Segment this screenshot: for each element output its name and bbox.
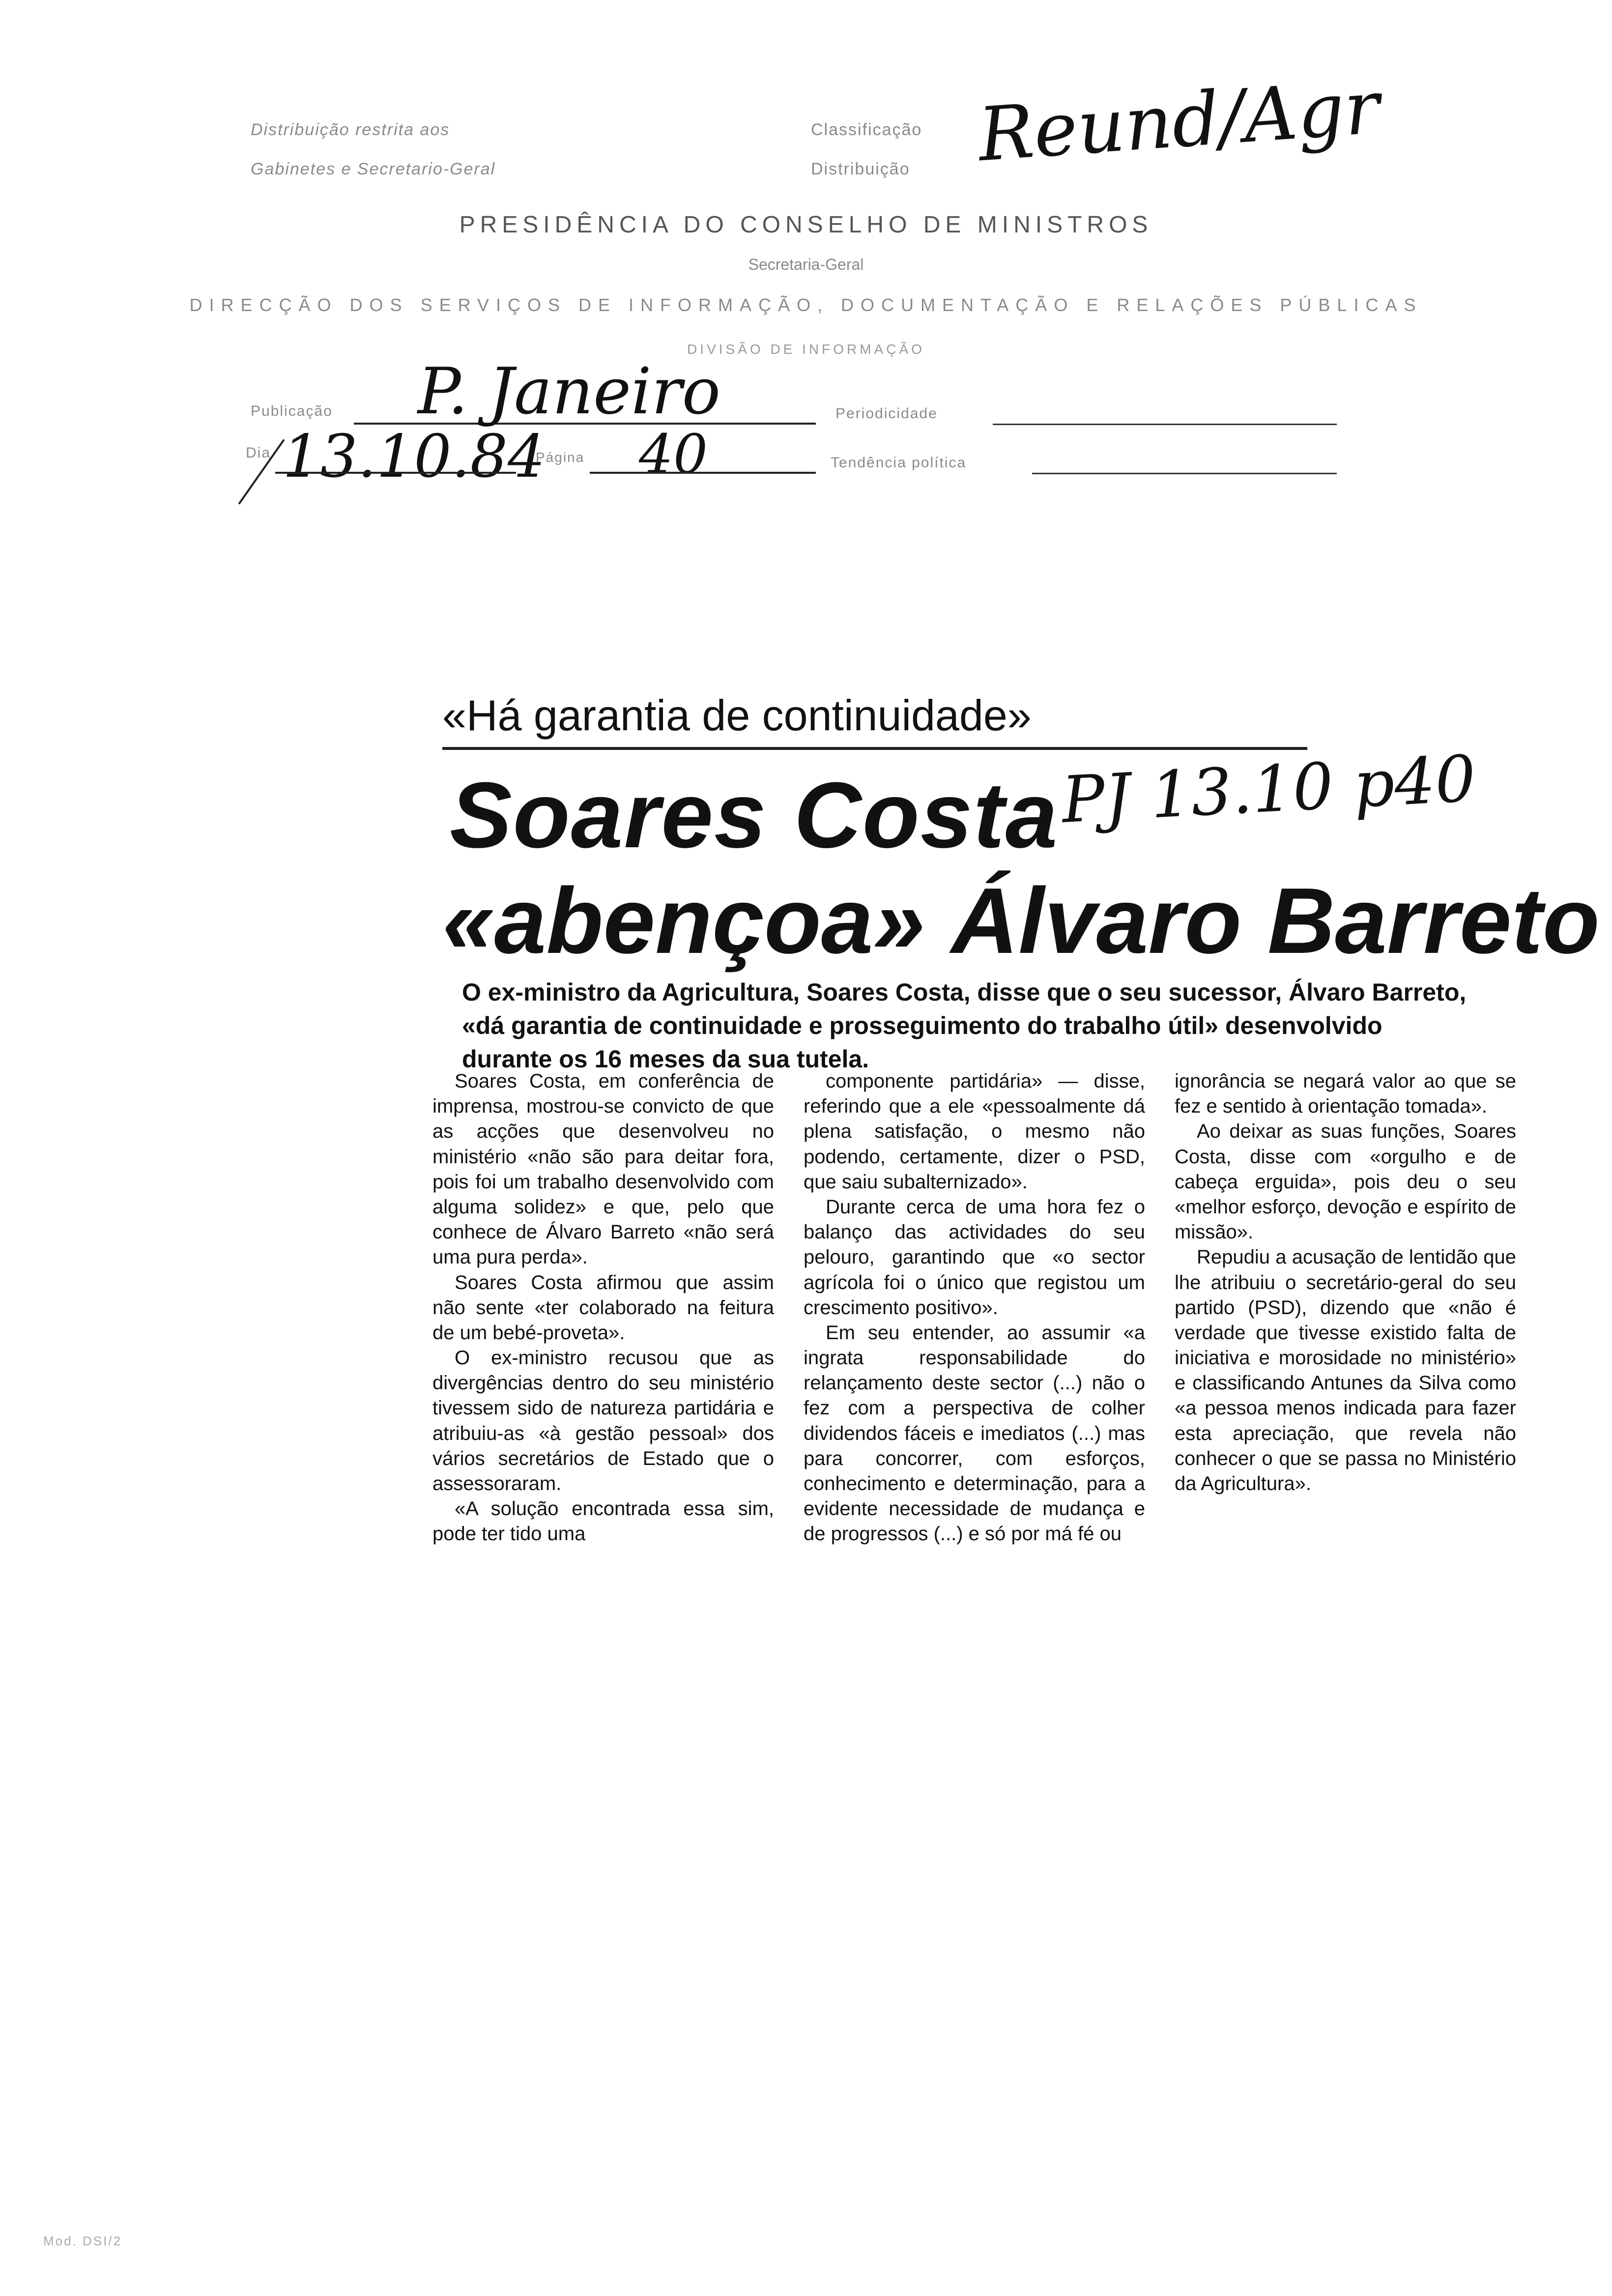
kicker-rule <box>442 747 1307 750</box>
paragraph: componente partidária» — disse, referindo que a ele «pessoalmente dá plena satisfação, o mesmo não podendo, certamente, dizer o PSD, que saiu subalternizado». <box>804 1070 1145 1193</box>
distribution-restricted-line1: Distribuição restrita aos <box>251 120 450 139</box>
handwritten-initials: Reund/Agr <box>975 64 1382 178</box>
periodicity-label: Periodicidade <box>835 405 938 422</box>
publication-label: Publicação <box>251 403 333 419</box>
article-column-1 <box>432 1069 774 1547</box>
page-value: 40 <box>639 423 708 486</box>
paragraph: ignorância se negará valor ao que se fez e sentido à orientação tomada». <box>1175 1070 1516 1118</box>
paragraph: Durante cerca de uma hora fez o balanço das actividades do seu pelouro, garantindo que «o sector agrícola foi o único que registou um crescimento positivo». <box>804 1196 1145 1319</box>
newspaper-clipping <box>423 678 1600 1686</box>
paragraph: Repudiu a acusação de lentidão que lhe atribuiu o secretário-geral do seu partido (PSD), dizendo que «não é verdade que tivesse existido falta de iniciativa e morosidade no ministério» e classificando Antunes da Silva como «a pessoa menos indicada para fazer esta apreciação, que revela não conhecer o que se passa no Ministério da Agricultura». <box>1175 1246 1516 1494</box>
day-value: 13.10.84 <box>283 423 546 491</box>
publication-value: P. Janeiro <box>418 354 721 429</box>
article-column-3 <box>1175 1069 1516 1496</box>
classification-label: Classificação <box>811 120 922 139</box>
paragraph: O ex-ministro recusou que as divergências dentro do seu ministério tivessem sido de natureza partidária e atribuiu-as «à gestão pessoal» dos vários secretários de Estado que o assessoraram. <box>432 1347 774 1494</box>
day-label: Dia <box>246 445 271 461</box>
day-underline <box>275 472 516 474</box>
article-kicker: «Há garantia de continuidade» <box>442 691 1032 740</box>
page-label: Página <box>536 450 585 465</box>
article-lead: O ex-ministro da Agricultura, Soares Costa, disse que o seu sucessor, Álvaro Barreto, «dá garantia de continuidade e prosseguimento do trabalho útil» desenvolvido durante os 16 meses da sua tutela. <box>462 978 1467 1073</box>
distribution-label: Distribuição <box>811 160 910 178</box>
tendency-label: Tendência política <box>831 455 967 471</box>
handwritten-clip-note: PJ 13.10 p40 <box>1060 741 1478 837</box>
division-label: DIVISÃO DE INFORMAÇÃO <box>687 342 925 357</box>
distribution-restricted-line2: Gabinetes e Secretario-Geral <box>251 160 496 178</box>
paragraph: Soares Costa afirmou que assim não sente «ter colaborado na feitura de um bebé-proveta». <box>432 1271 774 1344</box>
paragraph: Em seu entender, ao assumir «a ingrata responsabilidade do relançamento deste sector (...) não o fez com a perspectiva de colher dividendos fáceis e imediatos (...) mas para concorrer, com esforços, conhecimento e determinação, para a evidente necessidade de mudança e de progressos (...) e só por má fé ou <box>804 1321 1145 1545</box>
institution-title: PRESIDÊNCIA DO CONSELHO DE MINISTROS <box>459 212 1153 238</box>
article-headline-line1: Soares Costa <box>450 763 1059 867</box>
paragraph: «A solução encontrada essa sim, pode ter tido uma <box>432 1498 774 1545</box>
directorate-label: DIRECÇÃO DOS SERVIÇOS DE INFORMAÇÃO, DOCUMENTAÇÃO E RELAÇÕES PÚBLICAS <box>189 295 1423 315</box>
secretariat-label: Secretaria-Geral <box>748 256 864 273</box>
tendency-underline <box>1032 473 1337 474</box>
article-column-2 <box>804 1069 1145 1547</box>
paragraph: Soares Costa, em conferência de imprensa, mostrou-se convicto de que as acções que desenvolveu no ministério «não são para deitar fora, pois foi um trabalho desenvolvido com alguma solidez» e que, pelo que conhece de Álvaro Barreto «não será uma pura perda». <box>432 1070 774 1268</box>
article-headline-line2: «abençoa» Álvaro Barreto <box>442 869 1600 973</box>
paragraph: Ao deixar as suas funções, Soares Costa, disse com «orgulho e de cabeça erguida», pois deu o seu «melhor esforço, devoção e espírito de missão». <box>1175 1120 1516 1243</box>
form-code: Mod. DSI/2 <box>43 2234 122 2248</box>
page-underline <box>590 472 816 474</box>
periodicity-underline <box>993 424 1337 425</box>
